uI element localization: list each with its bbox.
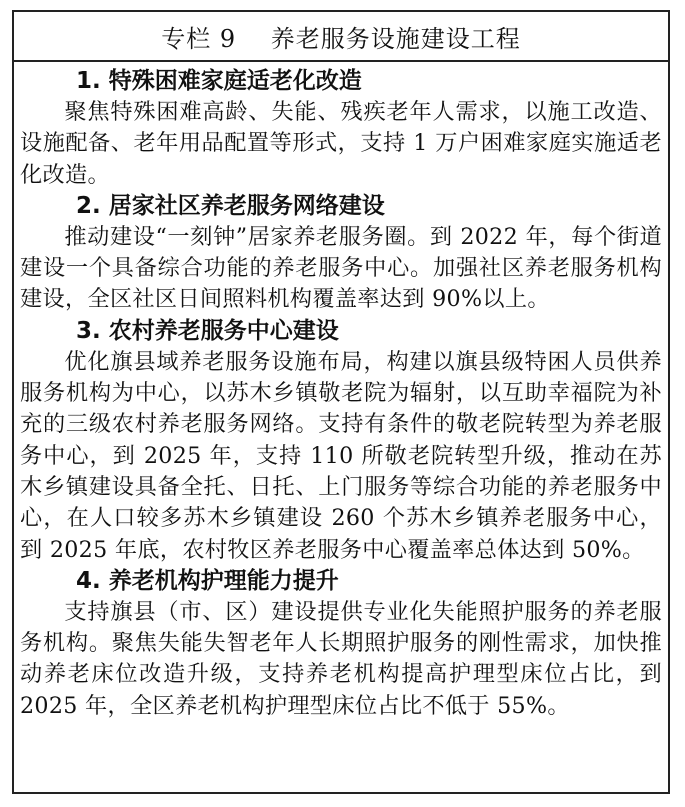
column-box xyxy=(12,10,670,794)
section-body: 优化旗县域养老服务设施布局，构建以旗县级特困人员供养服务机构为中心，以苏木乡镇敬老院为辐射，以互助幸福院为补充的三级农村养老服务网络。支持有条件的敬老院转型为养老服务中心，到 2025 年，支持 110 所敬老院转型升级，推动在苏木乡镇建设具备全托、日托、上门服务等综合功能的养老服务中心，在人口较多苏木乡镇建设 260 个苏木乡镇养老服务中心，到 2025 年底，农村牧区养老服务中心覆盖率总体达到 50%。 xyxy=(20,348,662,563)
section xyxy=(20,191,662,316)
section-body: 推动建设“一刻钟”居家养老服务圈。到 2022 年，每个街道建设一个具备综合功能的养老服务中心。加强社区养老服务机构建设，全区社区日间照料机构覆盖率达到 90%以上。 xyxy=(20,223,662,313)
section-heading: 1. 特殊困难家庭适老化改造 xyxy=(76,68,362,94)
section-heading: 3. 农村养老服务中心建设 xyxy=(76,317,339,344)
column-title: 专栏 9 养老服务设施建设工程 xyxy=(14,12,668,62)
column-content xyxy=(14,62,668,722)
section-heading: 2. 居家社区养老服务网络建设 xyxy=(76,192,385,219)
section xyxy=(20,316,662,566)
section xyxy=(20,66,662,191)
section-heading: 4. 养老机构护理能力提升 xyxy=(76,567,339,594)
section-body: 支持旗县（市、区）建设提供专业化失能照护服务的养老服务机构。聚焦失能失智老年人长期照护服务的刚性需求，加快推动养老床位改造升级，支持养老机构提高护理型床位占比，到 2025 年，全区养老机构护理型床位占比不低于 55%。 xyxy=(20,598,662,719)
section xyxy=(20,566,662,722)
section-body: 聚焦特殊困难高龄、失能、残疾老年人需求，以施工改造、设施配备、老年用品配置等形式，支持 1 万户困难家庭实施适老化改造。 xyxy=(20,99,662,188)
